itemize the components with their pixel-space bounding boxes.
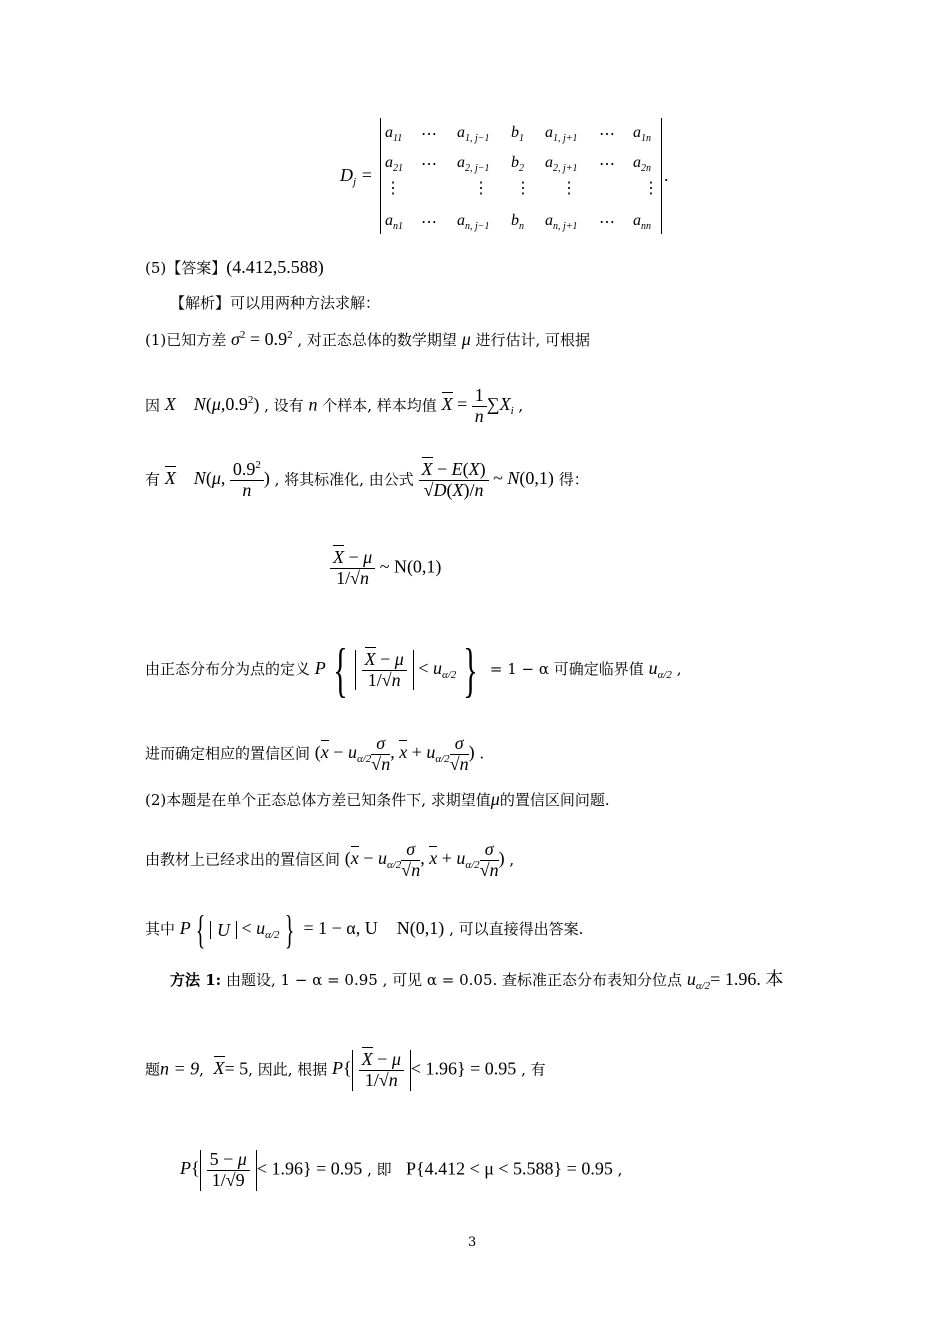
matrix-cell: $a_{2, j+1}$ bbox=[545, 154, 578, 174]
matrix-vdots: ⋮ bbox=[561, 180, 577, 197]
matrix-cell: $a_{n, j+1}$ bbox=[545, 212, 578, 232]
paragraph-8: 由教材上已经求出的置信区间 ($x - u_{\alpha/2}$ $\frac{\sigma}{√n}$ , $x + u_{\alpha/2}$ $\frac{\sigma}{√n}$ ) , bbox=[145, 839, 515, 880]
paragraph-5: 由正态分布分为点的定义 P { $\frac{X - \mu}{1/√n}$ < $u_{\alpha/2}$ } = 1 − α 可确定临界值 $u_{\alpha/2}$ , bbox=[145, 637, 682, 703]
matrix-cell: $b_1$ bbox=[511, 124, 524, 144]
paragraph-7: (2)本题是在单个正态总体方差已知条件下, 求期望值μ的置信区间问题. bbox=[145, 789, 610, 809]
matrix-cell: ⋯ bbox=[421, 126, 437, 143]
matrix-cell: $a_{21}$ bbox=[385, 154, 403, 174]
matrix-cell: $a_{1, j+1}$ bbox=[545, 124, 578, 144]
matrix-cell: $b_n$ bbox=[511, 212, 524, 232]
matrix-cell: ⋯ bbox=[421, 156, 437, 173]
paragraph-1: (1)已知方差 $\sigma^2 = 0.9^2$ , 对正态总体的数学期望 μ 进行估计, 可根据 bbox=[145, 329, 591, 349]
paragraph-10: 题n = 9, X= 5, 因此, 根据 P{ $\frac{X - \mu}{1/√n}$ < 1.96} = 0.95 , 有 bbox=[145, 1049, 546, 1090]
matrix-cell: ⋯ bbox=[599, 214, 615, 231]
matrix-cell: $a_{11}$ bbox=[385, 124, 403, 144]
matrix-cell: $a_{n, j-1}$ bbox=[457, 212, 490, 232]
matrix-end-punct: . bbox=[664, 165, 669, 185]
matrix-cell: $b_2$ bbox=[511, 154, 524, 174]
matrix-cell: $a_{2n}$ bbox=[633, 154, 651, 174]
standardized-formula: $\frac{X - \mu}{1/√n}$ ~ N(0,1) bbox=[330, 548, 441, 589]
paragraph-9: 其中 P { $U < u_{\alpha/2}$ } = 1 − α, U N(0,1) , 可以直接得出答案. bbox=[145, 907, 584, 952]
matrix-lhs: $D_j$ = bbox=[340, 165, 373, 188]
page-number: 3 bbox=[468, 1235, 477, 1250]
paragraph-2: 因 X N(μ,0.9$^2$) , 设有 n 个样本, 样本均值 X = $\frac{1}{n}$ $\sum X_i$ , bbox=[145, 385, 524, 426]
matrix-vdots: ⋮ bbox=[385, 180, 401, 197]
method-1: 方法 1: 由题设, 1 − α = 0.95 , 可见 α = 0.05. 查标准正态分布表知分位点 $u_{\alpha/2}= 1.96$. 本 bbox=[170, 969, 784, 992]
paragraph-6: 进而确定相应的置信区间 ($x - u_{\alpha/2}$ $\frac{\sigma}{√n}$ , $x + u_{\alpha/2}$ $\frac{\sigma}{√n}$ ) . bbox=[145, 733, 485, 774]
matrix-cell: $a_{2, j-1}$ bbox=[457, 154, 490, 174]
paragraph-11: P{ $\frac{5 - \mu}{1/√9}$ < 1.96} = 0.95 , 即 P{4.412 < μ < 5.588} = 0.95 , bbox=[180, 1149, 623, 1190]
matrix-cell: ⋯ bbox=[421, 214, 437, 231]
matrix-cell: $a_{n1}$ bbox=[385, 212, 403, 232]
matrix-cell: $a_{1n}$ bbox=[633, 124, 651, 144]
paragraph-3: 有 X N(μ, $\frac{0.9^2}{n}$ ) , 将其标准化, 由公式 $\frac{X - E(X)}{√D(X)/n}$ ~ N(0,1) 得： bbox=[145, 459, 589, 500]
matrix-cell: ⋯ bbox=[599, 126, 615, 143]
matrix-cell: ⋯ bbox=[599, 156, 615, 173]
analysis-intro: 【解析】可以用两种方法求解： bbox=[170, 294, 381, 312]
determinant-matrix bbox=[380, 118, 662, 234]
matrix-cell: $a_{nn}$ bbox=[633, 212, 651, 232]
answer-line: (5)【答案】(4.412,5.588) bbox=[145, 257, 324, 277]
matrix-vdots: ⋮ bbox=[515, 180, 531, 197]
matrix-vdots: ⋮ bbox=[473, 180, 489, 197]
matrix-vdots: ⋮ bbox=[643, 180, 659, 197]
matrix-cell: $a_{1, j-1}$ bbox=[457, 124, 490, 144]
